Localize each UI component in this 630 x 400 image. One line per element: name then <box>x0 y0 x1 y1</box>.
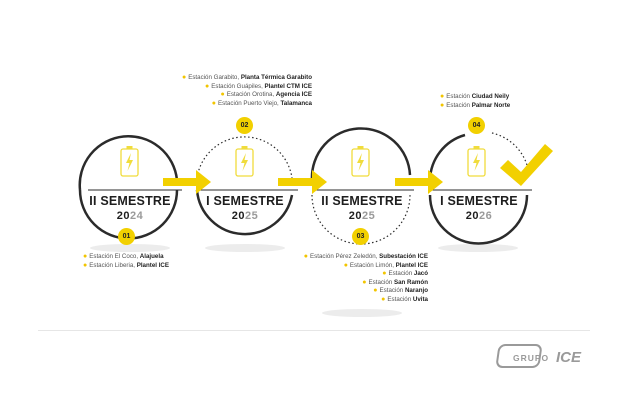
year-suffix: 25 <box>245 210 259 222</box>
semester-label: I SEMESTRE 2026 <box>440 194 518 222</box>
station-item: ● Estación Guápiles, Plantel CTM ICE <box>205 82 312 90</box>
semester-label: II SEMESTRE 2024 <box>89 194 171 222</box>
footer-divider <box>38 330 590 331</box>
station-item: ● Estación Naranjo <box>373 287 428 295</box>
shadow-4 <box>438 244 518 252</box>
milestone-badge: 04 <box>468 117 485 134</box>
station-item: ● Estación Limón, Plantel ICE <box>343 261 428 269</box>
station-item: ● Estación El Coco, Alajuela <box>83 253 164 260</box>
shadow-1 <box>90 244 170 252</box>
ring-3 <box>312 128 414 244</box>
station-item: ● Estación Puerto Viejo, Talamanca <box>211 99 312 107</box>
battery-charging-icon <box>121 146 138 176</box>
station-list-04 <box>440 93 510 110</box>
shadow-2 <box>205 244 285 252</box>
year-suffix: 26 <box>479 210 493 222</box>
station-item: ● Estación Uvita <box>381 295 428 303</box>
station-item: ● Estación Garabito, Planta Térmica Garabito <box>181 74 312 81</box>
year-prefix: 20 <box>231 210 245 222</box>
battery-charging-icon <box>352 146 369 176</box>
semester-label: I SEMESTRE 2025 <box>206 194 284 222</box>
year-suffix: 24 <box>130 210 144 222</box>
year-prefix: 20 <box>348 210 362 222</box>
station-item: ● Estación Pérez Zeledón, Subestación ICE <box>303 253 428 260</box>
station-item: ● Estación Jacó <box>382 270 428 278</box>
ring-1 <box>80 136 182 238</box>
year-prefix: 20 <box>116 210 130 222</box>
station-item: ● Estación Palmar Norte <box>440 101 511 109</box>
svg-text:ICE: ICE <box>556 349 582 366</box>
station-item: ● Estación Orotina, Agencia ICE <box>220 91 312 99</box>
milestone-badge: 02 <box>236 117 253 134</box>
logo-wordmark: GRUPO <box>513 353 550 363</box>
battery-charging-icon <box>468 146 485 176</box>
battery-charging-icon <box>236 146 253 176</box>
milestone-badge: 01 <box>118 228 135 245</box>
year-prefix: 20 <box>465 210 479 222</box>
year-suffix: 25 <box>362 210 376 222</box>
station-item: ● Estación Ciudad Neily <box>440 93 510 100</box>
station-item: ● Estación San Ramón <box>362 278 428 286</box>
station-item: ● Estación Liberia, Plantel ICE <box>83 261 170 269</box>
station-list-03 <box>304 253 428 305</box>
milestone-badge: 03 <box>352 228 369 245</box>
shadow-3 <box>322 309 402 317</box>
station-list-02 <box>182 74 312 108</box>
station-list-01 <box>83 253 169 270</box>
semester-label: II SEMESTRE 2025 <box>321 194 403 222</box>
